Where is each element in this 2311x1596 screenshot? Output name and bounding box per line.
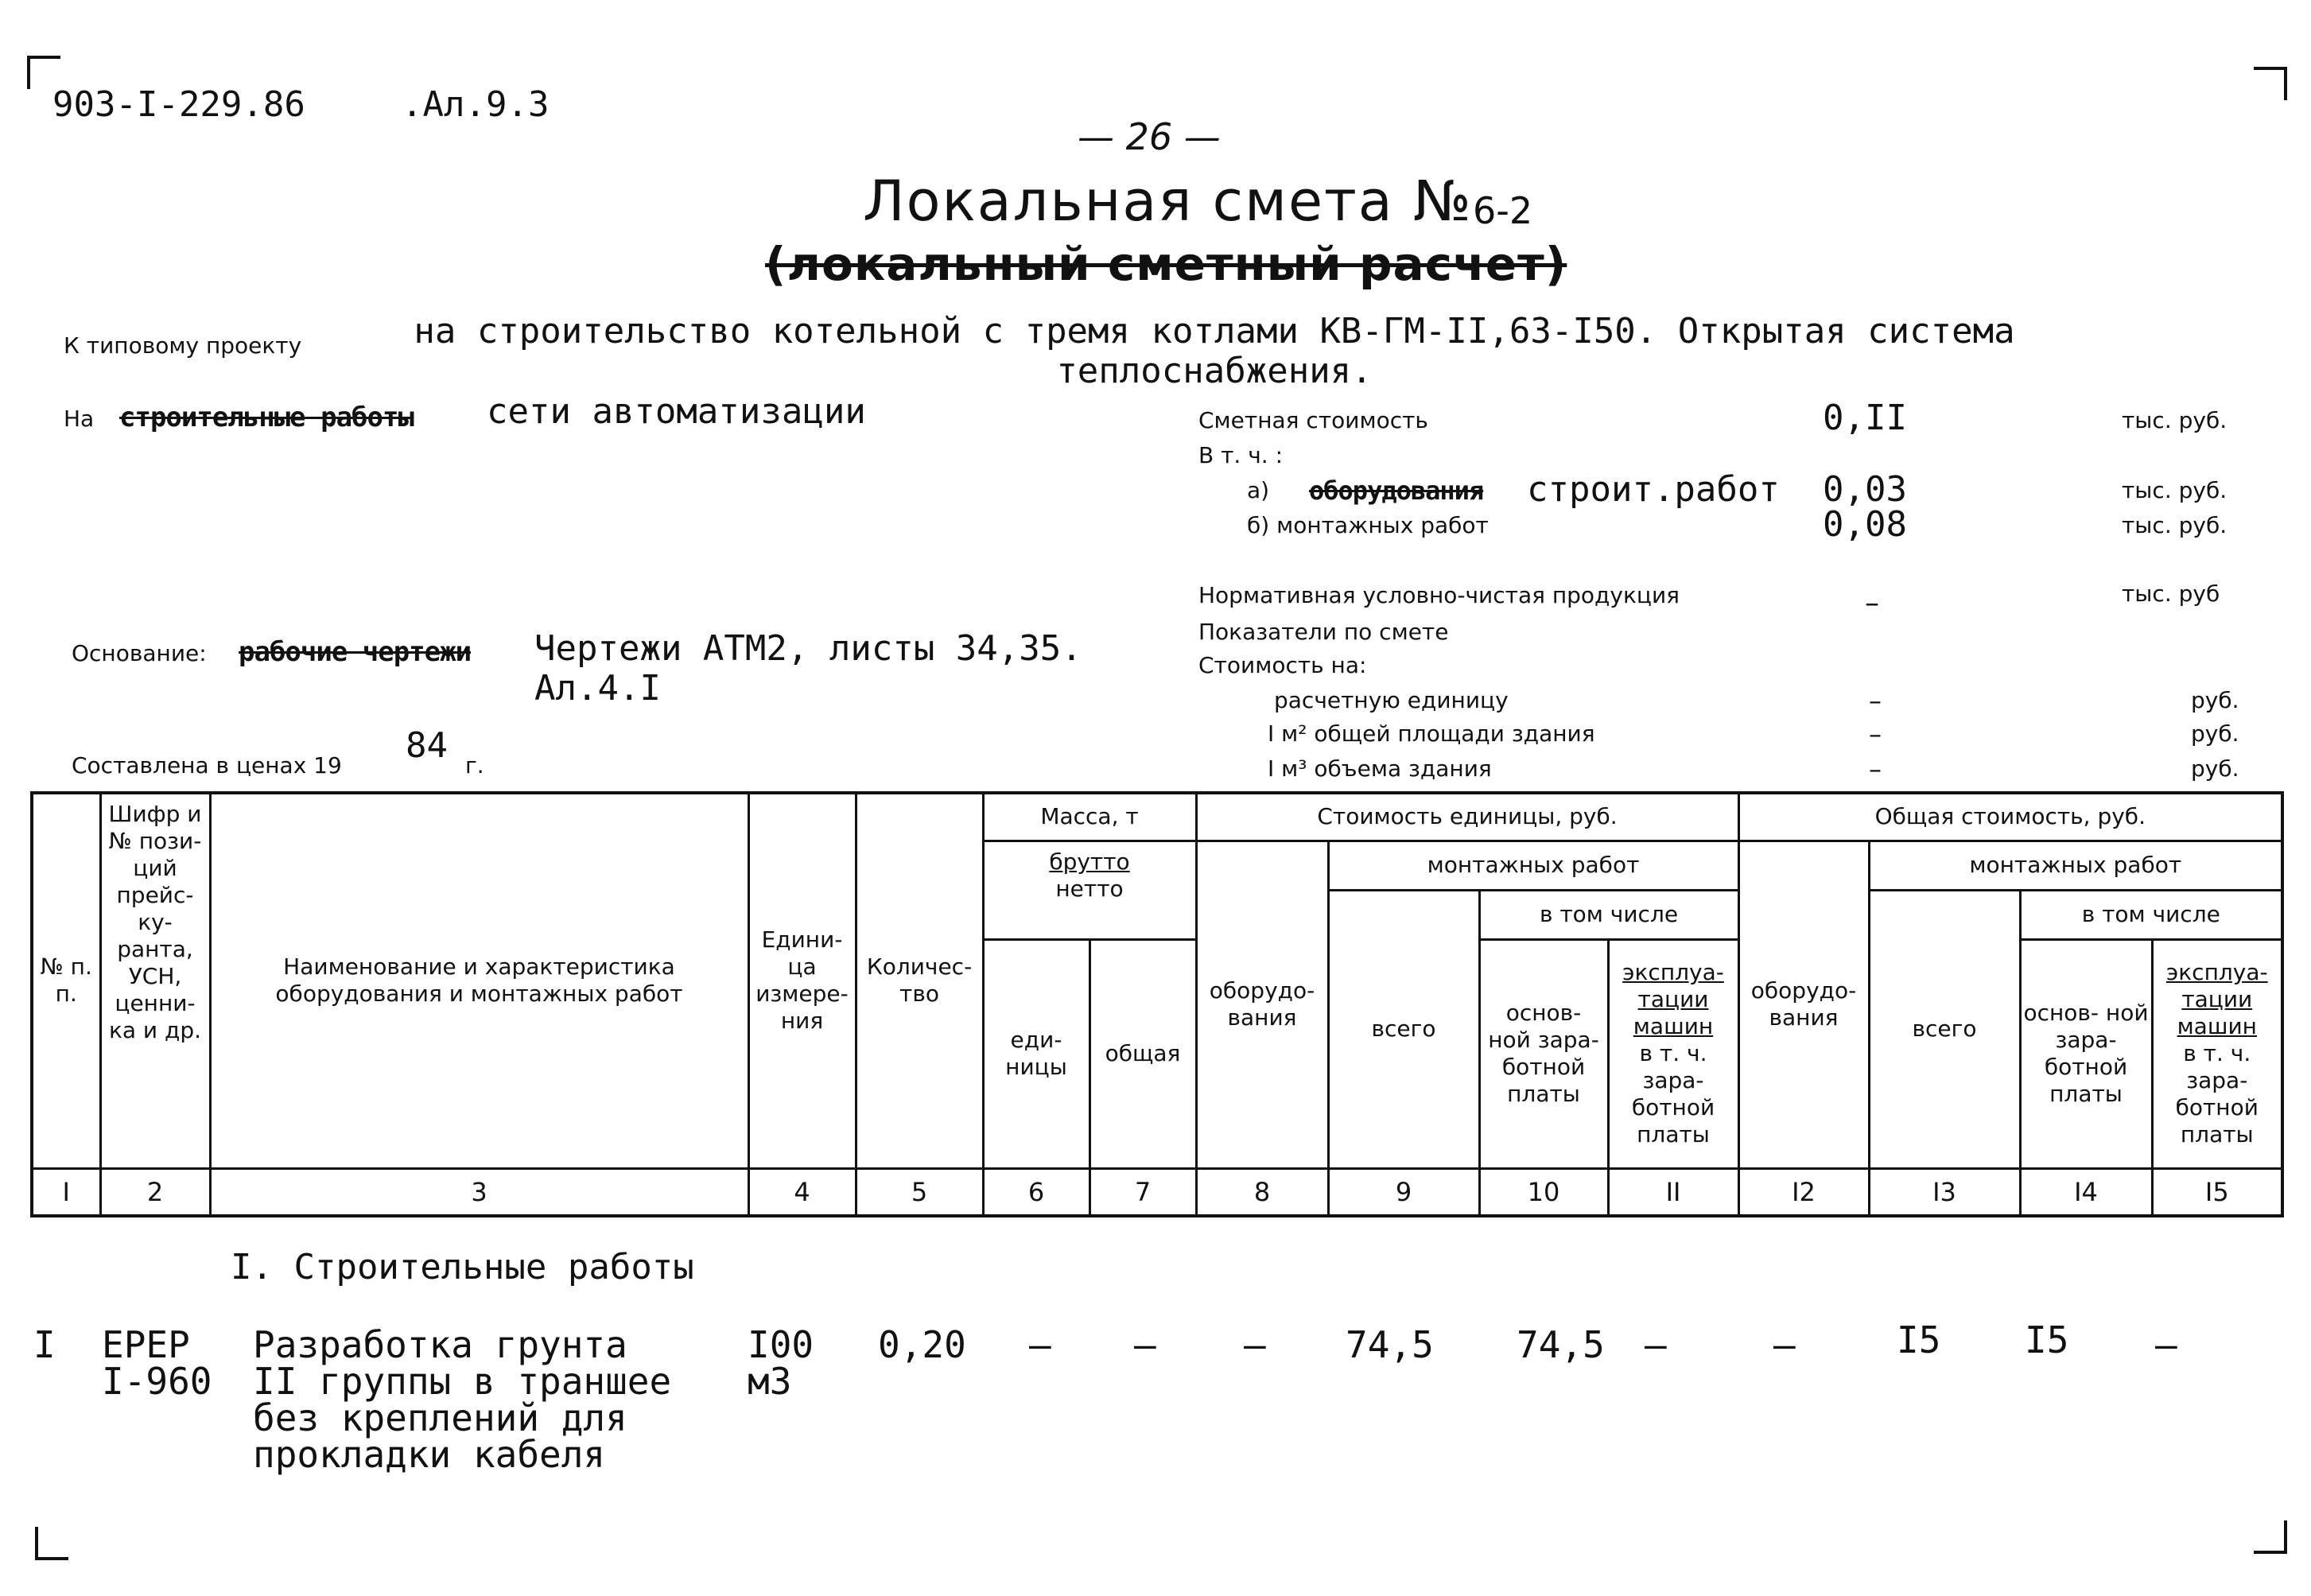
normative-production-value: – [1865,587,1879,619]
row-total-install-all: I5 [1897,1318,1941,1361]
estimated-cost-unit: тыс. руб. [2122,407,2227,433]
column-number: 8 [1196,1168,1328,1216]
row-unit-wages: 74,5 [1517,1323,1605,1366]
header-unit-equipment: оборудо- вания [1196,841,1328,1168]
m2-area-label: I м² общей площади здания [1268,720,1595,747]
column-number: 3 [210,1168,748,1216]
header-unit-machines-wages: в т. ч. зара- ботной платы [1631,1040,1715,1147]
basis-text-line2: Ал.4.I [534,668,661,709]
row-unit-machines: – [1645,1323,1667,1366]
column-number: I [32,1168,100,1216]
row-mass-per-unit: – [1029,1323,1051,1366]
header-total-machines-label: эксплуа- тации машин [2165,959,2268,1039]
column-number: 9 [1328,1168,1479,1216]
estimate-number: 6-2 [1473,189,1533,232]
header-unit-cost: Стоимость единицы, руб. [1196,793,1738,841]
column-number: I2 [1738,1168,1869,1216]
column-number: 10 [1479,1168,1608,1216]
row-quantity: 0,20 [878,1323,966,1366]
header-unit-install: монтажных работ [1328,841,1738,890]
header-unit-incl: в том числе [1479,890,1738,939]
header-name: Наименование и характеристика оборудования и монтажных работ [210,793,748,1168]
row-number: I [33,1323,56,1366]
item-a-value: 0,03 [1823,469,1907,510]
estimated-cost-value: 0,II [1823,398,1907,438]
column-number: I5 [2152,1168,2282,1216]
header-mass-total: общая [1089,939,1196,1168]
row-unit: I00 м3 [748,1323,814,1403]
item-a-text: строит.работ [1527,469,1780,510]
column-number: I3 [1869,1168,2020,1216]
document-code: 903-I-229.86 [52,84,305,125]
item-b-label: б) монтажных работ [1247,512,1489,538]
header-total-cost: Общая стоимость, руб. [1738,793,2282,841]
calc-unit-label: расчетную единицу [1274,687,1509,713]
page-number: — 26 — [1078,115,1221,158]
header-code: Шифр и № пози- ций прейс- ку- ранта, УСН, ценни- ка и др. [100,793,210,1168]
header-mass: Масса, т [983,793,1196,841]
row-total-machines: – [2155,1323,2177,1366]
cost-per-label: Стоимость на: [1198,652,1367,678]
m3-volume-currency: руб. [2191,755,2239,782]
column-number: 7 [1089,1168,1196,1216]
corner-mark-top-right [2254,67,2287,100]
header-total-machines-wages: в т. ч. зара- ботной платы [2175,1040,2259,1147]
item-a-label: а) [1247,477,1270,503]
on-label: На [64,406,95,432]
header-total-install: монтажных работ [1869,841,2282,890]
project-label: К типовому проекту [64,332,302,359]
page-title: Локальная смета № [863,169,1473,234]
column-number: I4 [2020,1168,2152,1216]
on-struck-text: строительные работы [119,402,414,433]
item-b-unit: тыс. руб. [2122,512,2227,538]
compiled-suffix: г. [465,752,484,779]
m3-volume-label: I м³ объема здания [1268,755,1492,782]
corner-mark-bottom-right [2254,1520,2287,1554]
m2-area-value: – [1869,719,1882,749]
compiled-label: Составлена в ценах 19 [72,752,342,779]
header-netto: нетто [1055,875,1124,902]
item-a-struck: оборудования [1309,476,1484,506]
struck-subtitle: (локальный сметный расчет) [765,237,1567,291]
corner-mark-bottom-left [35,1527,68,1560]
row-mass-total: – [1134,1323,1156,1366]
estimated-cost-label: Сметная стоимость [1198,407,1428,433]
including-label: В т. ч. : [1198,442,1283,468]
calc-unit-value: – [1869,685,1882,716]
header-total-equipment: оборудо- вания [1738,841,1869,1168]
header-unit-machines-label: эксплуа- тации машин [1622,959,1724,1039]
basis-label: Основание: [72,640,207,666]
item-a-unit: тыс. руб. [2122,477,2227,503]
header-brutto-netto [983,841,1196,939]
header-unit-wages: основ- ной зара- ботной платы [1479,939,1608,1168]
row-name: Разработка грунта II группы в траншее без креплений для прокладки кабеля [253,1323,672,1476]
header-unit-all: всего [1328,890,1479,1168]
indicators-label: Показатели по смете [1198,619,1449,645]
column-number: 2 [100,1168,210,1216]
header-mass-per-unit: еди- ницы [983,939,1089,1168]
basis-text: Чертежи АТМ2, листы 34,35. [534,628,1082,669]
header-total-machines [2152,939,2282,1168]
row-unit-install-all: 74,5 [1346,1323,1434,1366]
basis-struck-text: рабочие чертежи [239,636,472,668]
header-brutto: брутто [1049,848,1130,875]
column-number: 4 [748,1168,856,1216]
header-unit: Едини- ца измере- ния [748,793,856,1168]
normative-production-label: Нормативная условно-чистая продукция [1198,582,1680,608]
header-total-incl: в том числе [2020,890,2282,939]
column-number: 5 [856,1168,983,1216]
on-text: сети автоматизации [487,391,866,432]
compiled-year: 84 [406,725,448,766]
m3-volume-value: – [1869,754,1882,784]
row-total-wages: I5 [2025,1318,2069,1361]
normative-production-unit: тыс. руб [2122,581,2220,607]
row-total-equipment: – [1773,1323,1796,1366]
row-code: ЕРЕР I-960 [102,1323,212,1403]
header-unit-machines [1608,939,1738,1168]
header-total-all: всего [1869,890,2020,1168]
item-b-value: 0,08 [1823,504,1907,545]
m2-area-currency: руб. [2191,720,2239,747]
header-total-wages: основ- ной зара- ботной платы [2020,939,2152,1168]
section-title: I. Строительные работы [231,1247,694,1287]
header-quantity: Количес- тво [856,793,983,1168]
album-reference: .Ал.9.3 [402,84,550,125]
header-no: № п. п. [32,793,100,1168]
row-unit-equipment: – [1244,1323,1266,1366]
estimate-table [30,791,2284,1217]
calc-unit-currency: руб. [2191,687,2239,713]
column-number: 6 [983,1168,1089,1216]
column-number: II [1608,1168,1738,1216]
project-description: на строительство котельной с тремя котлами КВ-ГМ-II,63-I50. Открытая система теплоснабжения. [414,311,2015,391]
